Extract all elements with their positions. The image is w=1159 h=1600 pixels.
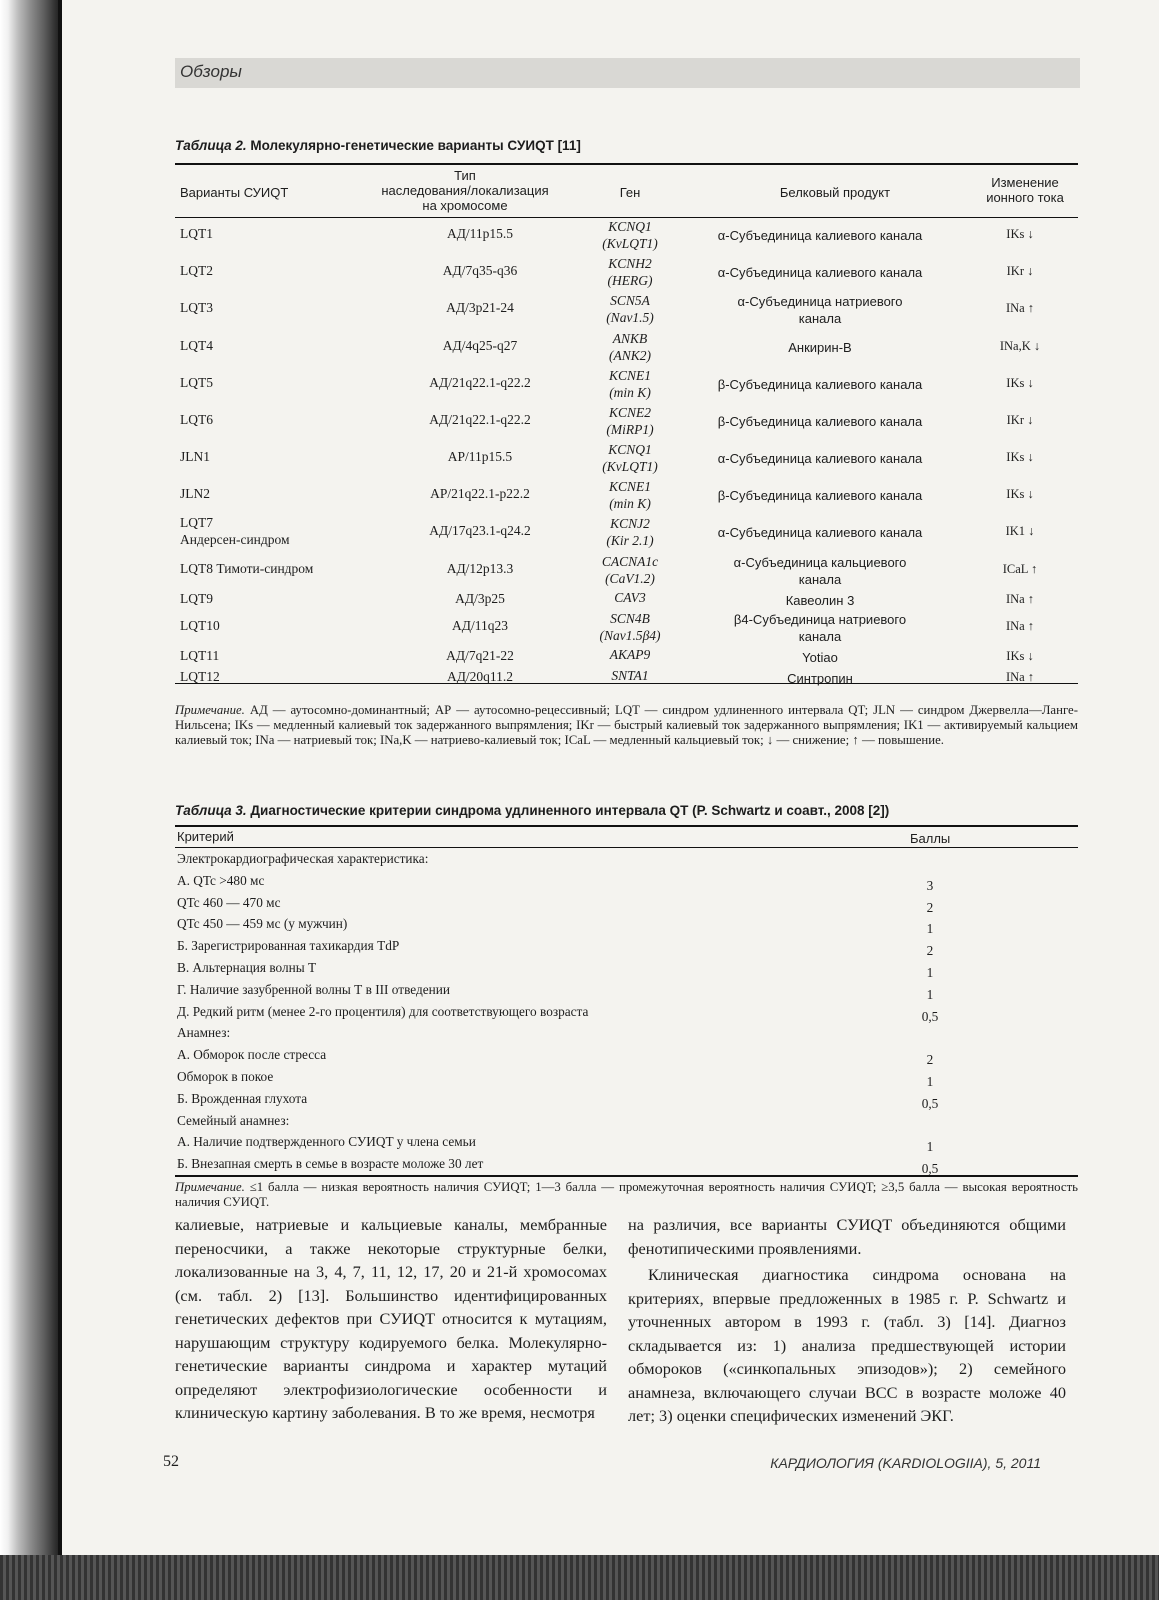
protein-cell-line2: канала [798, 311, 842, 326]
variant-cell: LQT9 [180, 591, 213, 606]
gene-cell: KCNE1 [608, 479, 651, 494]
gene-cell-line2: (KvLQT1) [602, 459, 658, 474]
points-cell: 1 [926, 986, 934, 1002]
protein-cell-line2: канала [798, 629, 842, 644]
col-protein: Белковый продукт [779, 185, 891, 200]
body-right-paragraph-2: Клиническая диагностика синдрома основана на критериях, впервые предложенных в 1985 г. P. Schwartz и уточненных автором в 1993 г. (табл. 3) [14]. Диагноз складывается из: 1) анализа предшествующей истории обмороков («синкопальных эпизодов»); 2) семейного анамнеза, включающего случаи ВСС в возрасте моложе 40 лет; 3) оценки специфических изменений ЭКГ. [628, 1265, 1066, 1425]
gene-cell-line2: (CaV1.2) [605, 571, 655, 586]
page-edge [58, 0, 62, 1600]
gene-cell-line2: (KvLQT1) [602, 236, 658, 251]
gene-cell-line2: (Kir 2.1) [606, 533, 654, 548]
ion-current-cell: INa ↑ [1005, 301, 1035, 315]
variant-cell: LQT5 [180, 375, 213, 390]
table3-note [175, 1180, 1078, 1210]
table2-row [175, 367, 1078, 404]
variant-cell: LQT12 [180, 669, 220, 684]
protein-cell: α-Субъединица натриевого [737, 294, 903, 309]
ion-current-cell: IKs ↓ [1006, 227, 1034, 241]
gene-cell-line2: (HERG) [607, 273, 653, 288]
gene-cell-line2: (ANK2) [609, 348, 651, 363]
criterion-cell: Электрокардиографическая характеристика: [177, 851, 429, 866]
col-points: Баллы [910, 831, 951, 846]
table2-row [175, 218, 1078, 255]
inheritance-cell: АД/21q22.1-q22.2 [429, 375, 531, 390]
ion-current-cell: IK1 ↓ [1005, 524, 1035, 538]
criterion-cell: Г. Наличие зазубренной волны Т в III отведении [177, 981, 451, 997]
gene-cell: SNTA1 [611, 668, 649, 683]
col-criterion: Критерий [177, 829, 234, 844]
table2-row [175, 330, 1078, 367]
table3-caption [175, 803, 889, 818]
protein-cell: α-Субъединица калиевого канала [717, 228, 923, 243]
ion-current-cell: ICaL ↑ [1002, 562, 1038, 576]
table3-row [175, 870, 1078, 892]
table3-row [175, 1066, 1078, 1088]
ion-current-cell: IKs ↓ [1006, 487, 1034, 501]
col-inheritance-line2: наследования/локализация [381, 183, 549, 198]
scan-bottom-edge [0, 1555, 1159, 1600]
ion-current-cell: INa ↑ [1005, 592, 1035, 606]
table3-row [175, 1044, 1078, 1066]
ion-current-cell: INa ↑ [1005, 670, 1035, 684]
protein-cell: α-Субъединица калиевого канала [717, 451, 923, 466]
body-left-column [175, 1213, 607, 1425]
gene-cell: KCNE2 [608, 405, 651, 420]
points-cell: 2 [926, 1052, 934, 1068]
inheritance-cell: АД/4q25-q27 [442, 338, 518, 353]
protein-cell: Синтропин [787, 671, 853, 686]
table3-caption-label: Таблица 3. [175, 803, 247, 818]
points-cell: 1 [926, 1139, 934, 1155]
variant-cell: LQT4 [180, 338, 213, 353]
inheritance-cell: АР/21q22.1-p22.2 [430, 486, 530, 501]
protein-cell: β-Субъединица калиевого канала [717, 488, 923, 503]
table2-header [175, 165, 1078, 218]
criterion-cell: В. Альтернация волны Т [177, 959, 317, 975]
criterion-cell: Б. Зарегистрированная тахикардия TdP [177, 938, 400, 954]
criterion-cell: А. QTc >480 мс [177, 872, 265, 888]
table2-caption-text: Молекулярно-генетические варианты СУИQT [11] [250, 138, 581, 153]
points-cell: 1 [926, 921, 934, 937]
protein-cell: α-Субъединица кальциевого [733, 555, 907, 570]
table2-row [175, 667, 1078, 686]
protein-cell: β-Субъединица калиевого канала [717, 377, 923, 392]
protein-cell: α-Субъединица калиевого канала [717, 265, 923, 280]
variant-cell: LQT8 Тимоти-синдром [180, 561, 314, 576]
inheritance-cell: АР/11р15.5 [447, 449, 513, 464]
variant-cell: LQT3 [180, 300, 213, 315]
journal-footer: КАРДИОЛОГИЯ (KARDIOLOGIIA), 5, 2011 [770, 1455, 1041, 1471]
col-variant: Варианты СУИQT [180, 185, 289, 200]
variant-cell: LQT7 [180, 515, 213, 530]
criterion-cell: Анамнез: [177, 1025, 231, 1041]
table2-row [175, 478, 1078, 515]
table3-caption-text: Диагностические критерии синдрома удлиненного интервала QT (P. Schwartz и соавт., 2008 [2]) [250, 803, 890, 818]
gene-cell: SCN5A [610, 293, 650, 308]
gene-cell: CACNA1c [601, 554, 659, 569]
table3-row [175, 848, 1078, 870]
table2-body [175, 218, 1078, 686]
ion-current-cell: INa,K ↓ [999, 339, 1041, 353]
protein-cell: Yotiao [802, 650, 838, 665]
col-ion [975, 175, 1075, 205]
criterion-cell: Д. Редкий ритм (менее 2-го процентиля) для соответствующего возраста [177, 1003, 589, 1019]
col-ion-line1: Изменение [991, 175, 1059, 190]
inheritance-cell: АД/11р15.5 [446, 226, 514, 241]
table3 [175, 825, 1078, 1177]
table3-row [175, 1131, 1078, 1153]
table2-row [175, 589, 1078, 610]
protein-cell: Кавеолин 3 [785, 593, 855, 608]
variant-cell: LQT11 [180, 648, 220, 663]
inheritance-cell: АД/3р25 [455, 591, 505, 606]
table3-note-label: Примечание. [175, 1180, 245, 1194]
section-title: Обзоры [180, 62, 242, 81]
points-cell: 3 [926, 877, 934, 893]
criterion-cell: Семейный анамнез: [177, 1112, 290, 1128]
inheritance-cell: АД/12р13.3 [446, 561, 514, 576]
col-gene: Ген [619, 185, 641, 200]
variant-cell: LQT6 [180, 412, 213, 427]
criterion-cell: Б. Внезапная смерть в семье в возрасте моложе 30 лет [177, 1156, 484, 1172]
gene-cell-line2: (min K) [609, 385, 651, 400]
table2-row [175, 404, 1078, 441]
inheritance-cell: АД/17q23.1-q24.2 [429, 523, 531, 538]
gene-cell: AKAP9 [609, 647, 651, 662]
ion-current-cell: IKs ↓ [1006, 376, 1034, 390]
points-cell: 0,5 [921, 1095, 939, 1111]
gene-cell-line2: (Nav1.5β4) [599, 628, 661, 643]
table2-caption [175, 138, 581, 153]
ion-current-cell: IKs ↓ [1006, 649, 1034, 663]
protein-cell: Анкирин-В [788, 340, 852, 355]
table3-row [175, 1022, 1078, 1044]
protein-cell: α-Субъединица калиевого канала [717, 525, 923, 540]
points-cell: 2 [926, 943, 934, 959]
table2-row [175, 441, 1078, 478]
table3-row [175, 1088, 1078, 1110]
variant-cell: JLN2 [180, 486, 210, 501]
gene-cell: KCNJ2 [610, 516, 650, 531]
table3-row [175, 979, 1078, 1001]
table3-note-text: ≤1 балла — низкая вероятность наличия СУИQT; 1—3 балла — промежуточная вероятность наличия СУИQT; ≥3,5 балла — высокая вероятность наличия СУИQT. [175, 1180, 1078, 1209]
table3-row [175, 957, 1078, 979]
col-inheritance-line1: Тип [454, 168, 476, 183]
variant-cell: LQT1 [180, 226, 213, 241]
ion-current-cell: IKr ↓ [1006, 413, 1034, 427]
inheritance-cell: АД/7q21-22 [446, 648, 514, 663]
criterion-cell: А. Наличие подтвержденного СУИQT у члена семьи [177, 1134, 476, 1150]
table2-row [175, 610, 1078, 646]
gene-cell: KCNH2 [608, 256, 652, 271]
col-ion-line2: ионного тока [986, 190, 1064, 205]
col-inheritance [335, 168, 595, 213]
gene-cell: KCNQ1 [608, 219, 652, 234]
points-cell: 0,5 [921, 1008, 939, 1024]
body-right-paragraph-1: на различия, все варианты СУИQT объединяются общими фенотипическими проявлениями. [628, 1215, 1066, 1258]
table3-row [175, 1153, 1078, 1175]
criterion-cell: Обморок в покое [177, 1068, 274, 1084]
table2-caption-label: Таблица 2. [175, 138, 247, 153]
gene-cell: ANKB [612, 331, 648, 346]
ion-current-cell: IKr ↓ [1006, 264, 1034, 278]
table2-note-label: Примечание. [175, 703, 245, 717]
criterion-cell: QTc 460 — 470 мс [177, 894, 281, 910]
table2-row [175, 292, 1078, 330]
inheritance-cell: АД/21q22.1-q22.2 [429, 412, 531, 427]
table2-row [175, 646, 1078, 667]
table2-row [175, 515, 1078, 553]
criterion-cell: А. Обморок после стресса [177, 1047, 327, 1063]
variant-cell-line2: Андерсен-синдром [180, 532, 290, 547]
criterion-cell: Б. Врожденная глухота [177, 1090, 308, 1106]
table3-row [175, 1110, 1078, 1132]
table3-row [175, 892, 1078, 914]
gene-cell: KCNE1 [608, 368, 651, 383]
gene-cell-line2: (min K) [609, 496, 651, 511]
table2 [175, 163, 1078, 684]
gene-cell-line2: (Nav1.5) [606, 310, 654, 325]
inheritance-cell: АД/7q35-q36 [442, 263, 518, 278]
ion-current-cell: INa ↑ [1005, 619, 1035, 633]
body-left-paragraph: калиевые, натриевые и кальциевые каналы, мембранные переносчики, а также некоторые структурные белки, локализованные на 3, 4, 7, 11, 12, 17, 20 и 21-й хромосомах (см. табл. 2) [13]. Большинство идентифицированных генетических дефектов при СУИQT относится к мутациям, нарушающим структуру кодируемого белка. Молекулярно-генетические варианты синдрома и характер мутаций определяют электрофизиологические особенности и клиническую картину заболевания. В то же время, несмотря [175, 1215, 607, 1422]
body-right-column [628, 1213, 1066, 1428]
gene-cell: CAV3 [614, 590, 646, 605]
gene-cell: SCN4B [610, 611, 650, 626]
criterion-cell: QTc 450 — 459 мс (у мужчин) [177, 916, 348, 932]
points-cell: 2 [926, 899, 934, 915]
table3-row [175, 1001, 1078, 1023]
points-cell: 0,5 [921, 1161, 939, 1177]
protein-cell: β-Субъединица калиевого канала [717, 414, 923, 429]
table2-row [175, 255, 1078, 292]
page-number: 52 [163, 1453, 179, 1470]
points-cell: 1 [926, 964, 934, 980]
variant-cell: LQT10 [180, 618, 220, 633]
table2-row [175, 553, 1078, 589]
variant-cell: LQT2 [180, 263, 213, 278]
table2-note-text: АД — аутосомно-доминантный; АР — аутосомно-рецессивный; LQT — синдром удлиненного интервала QT; JLN — синдром Джервелла—Ланге-Нильсена; IKs — медленный калиевый ток задержанного выпрямления; IKr — быстрый калиевый ток задержанного выпрямления; IK1 — активируемый кальцием калиевый ток; INa — натриевый ток; INa,K — натриево-калиевый ток; ICaL — медленный кальциевый ток; ↓ — снижение; ↑ — повышение. [175, 703, 1078, 747]
table3-row [175, 913, 1078, 935]
ion-current-cell: IKs ↓ [1006, 450, 1034, 464]
section-header-band [175, 58, 1080, 88]
points-cell: 1 [926, 1073, 934, 1089]
table2-note [175, 703, 1078, 748]
book-spine-shadow [0, 0, 62, 1600]
table3-body [175, 848, 1078, 1175]
gene-cell: KCNQ1 [608, 442, 652, 457]
table3-row [175, 935, 1078, 957]
gene-cell-line2: (MiRP1) [606, 422, 654, 437]
protein-cell-line2: канала [798, 572, 842, 587]
variant-cell: JLN1 [180, 449, 210, 464]
protein-cell: β4-Субъединица натриевого [733, 612, 907, 627]
inheritance-cell: АД/11q23 [452, 618, 508, 633]
col-inheritance-line3: на хромосоме [422, 198, 508, 213]
table3-header [175, 827, 1078, 848]
inheritance-cell: АД/20q11.2 [446, 669, 514, 684]
inheritance-cell: АД/3р21-24 [446, 300, 514, 315]
